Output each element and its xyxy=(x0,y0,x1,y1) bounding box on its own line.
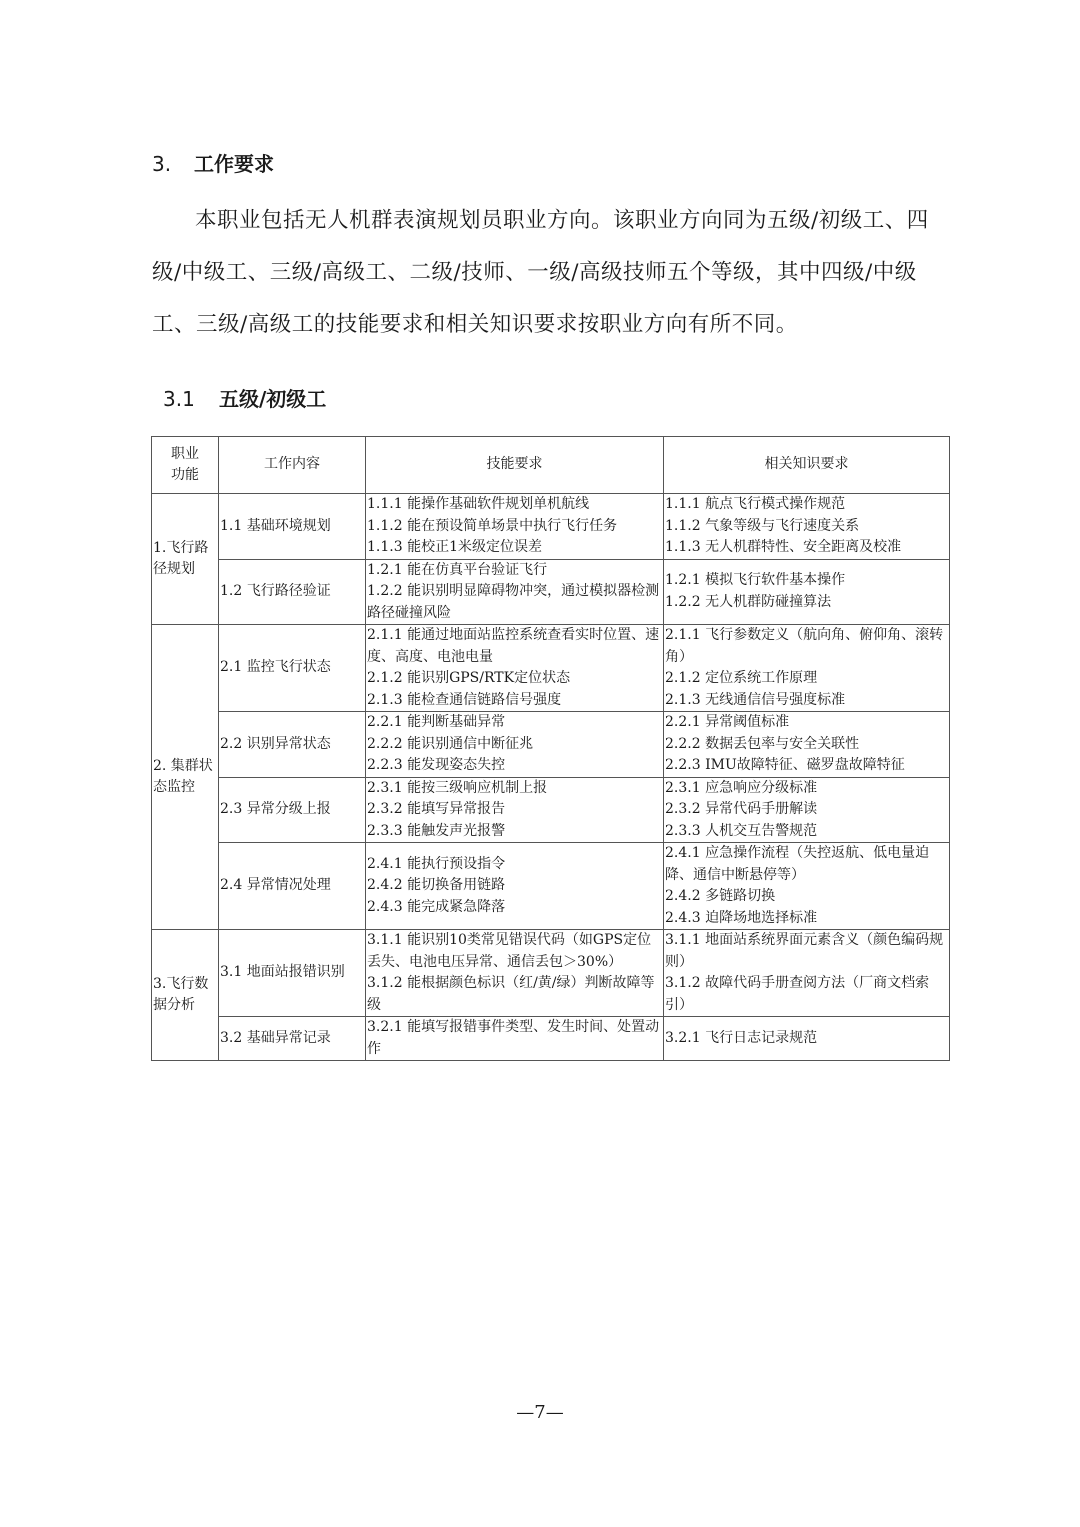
skill-item: 2.3.1 能按三级响应机制上报 xyxy=(367,779,548,796)
knowledge-item: 2.3.2 异常代码手册解读 xyxy=(665,801,818,817)
table-header-row xyxy=(152,437,950,494)
header-function: 职业功能 xyxy=(152,437,219,494)
section-number: 3. xyxy=(152,152,172,176)
knowledge-item: 1.2.1 模拟飞行软件基本操作 xyxy=(665,572,846,589)
skill-item: 1.1.1 能操作基础软件规划单机航线 xyxy=(367,496,590,512)
skill-item: 2.4.2 能切换备用链路 xyxy=(367,877,506,894)
knowledge-cell xyxy=(664,712,950,778)
knowledge-item: 2.1.1 飞行参数定义（航向角、俯仰角、滚转角） xyxy=(665,627,944,665)
skill-cell xyxy=(366,1017,664,1061)
skill-item: 1.2.2 能识别明显障碍物冲突，通过模拟器检测路径碰撞风险 xyxy=(367,583,660,621)
knowledge-item: 2.4.1 应急操作流程（失控返航、低电量迫降、通信中断悬停等） xyxy=(665,845,930,883)
table-row xyxy=(152,1017,950,1061)
knowledge-cell xyxy=(664,777,950,843)
table-row xyxy=(152,930,950,1017)
work-content-cell: 2.3 异常分级上报 xyxy=(219,777,366,843)
work-content-cell: 3.2 基础异常记录 xyxy=(219,1017,366,1061)
header-knowledge-requirements: 相关知识要求 xyxy=(664,437,950,494)
knowledge-item: 2.3.1 应急响应分级标准 xyxy=(665,779,818,796)
skill-item: 2.3.3 能触发声光报警 xyxy=(367,822,506,839)
skill-item: 3.2.1 能填写报错事件类型、发生时间、处置动作 xyxy=(367,1019,660,1057)
section-title: 工作要求 xyxy=(194,152,274,176)
knowledge-item: 1.1.1 航点飞行模式操作规范 xyxy=(665,496,846,512)
knowledge-cell xyxy=(664,494,950,560)
knowledge-cell xyxy=(664,930,950,1017)
knowledge-item: 2.4.3 迫降场地选择标准 xyxy=(665,909,818,926)
knowledge-item: 1.1.3 无人机群特性、安全距离及校准 xyxy=(665,539,902,555)
skill-item: 2.1.1 能通过地面站监控系统查看实时位置、速度、高度、电池电量 xyxy=(367,627,660,665)
knowledge-item: 1.2.2 无人机群防碰撞算法 xyxy=(665,593,832,610)
skill-item: 2.1.3 能检查通信链路信号强度 xyxy=(367,691,562,708)
skill-cell xyxy=(366,712,664,778)
skill-cell xyxy=(366,930,664,1017)
table-row xyxy=(152,625,950,712)
skill-item: 2.4.1 能执行预设指令 xyxy=(367,855,506,872)
work-content-cell: 2.4 异常情况处理 xyxy=(219,843,366,930)
table-row xyxy=(152,559,950,625)
intro-paragraph: 本职业包括无人机群表演规划员职业方向。该职业方向同为五级/初级工、四级/中级工、三级/高级工、二级/技师、一级/高级技师五个等级，其中四级/中级工、三级/高级工的技能要求和相关知识要求按职业方向有所不同。 xyxy=(152,208,929,337)
section-heading xyxy=(152,148,274,177)
skill-item: 3.1.2 能根据颜色标识（红/黄/绿）判断故障等级 xyxy=(367,975,655,1013)
skill-cell xyxy=(366,777,664,843)
knowledge-item: 3.1.2 故障代码手册查阅方法（厂商文档索引） xyxy=(665,975,930,1013)
knowledge-item: 2.2.1 异常阈值标准 xyxy=(665,714,790,730)
table-row xyxy=(152,712,950,778)
skill-cell xyxy=(366,494,664,560)
page-number: —7— xyxy=(516,1402,564,1423)
table-row xyxy=(152,777,950,843)
skill-item: 2.4.3 能完成紧急降落 xyxy=(367,898,506,915)
skill-cell xyxy=(366,625,664,712)
function-cell: 2. 集群状态监控 xyxy=(152,625,219,930)
skill-item: 1.1.2 能在预设简单场景中执行飞行任务 xyxy=(367,517,618,534)
knowledge-cell xyxy=(664,625,950,712)
skill-item: 1.1.3 能校正1米级定位误差 xyxy=(367,539,542,555)
subsection-number: 3.1 xyxy=(163,387,195,411)
knowledge-item: 2.1.2 定位系统工作原理 xyxy=(665,670,818,686)
skills-table xyxy=(151,436,950,1061)
skill-item: 2.1.2 能识别GPS/RTK定位状态 xyxy=(367,670,571,686)
function-cell: 3.飞行数据分析 xyxy=(152,930,219,1061)
function-cell: 1.飞行路径规划 xyxy=(152,494,219,625)
knowledge-item: 2.4.2 多链路切换 xyxy=(665,888,776,904)
knowledge-cell xyxy=(664,1017,950,1061)
skill-item: 1.2.1 能在仿真平台验证飞行 xyxy=(367,561,548,578)
skill-cell xyxy=(366,843,664,930)
work-content-cell: 3.1 地面站报错识别 xyxy=(219,930,366,1017)
skill-item: 2.2.2 能识别通信中断征兆 xyxy=(367,735,534,752)
knowledge-item: 2.2.2 数据丢包率与安全关联性 xyxy=(665,735,860,752)
knowledge-cell xyxy=(664,559,950,625)
skill-item: 2.3.2 能填写异常报告 xyxy=(367,801,506,817)
header-work-content: 工作内容 xyxy=(219,437,366,494)
knowledge-item: 3.1.1 地面站系统界面元素含义（颜色编码规则） xyxy=(665,932,944,970)
skill-item: 2.2.3 能发现姿态失控 xyxy=(367,757,506,773)
knowledge-item: 2.1.3 无线通信信号强度标准 xyxy=(665,691,846,708)
table-row xyxy=(152,494,950,560)
knowledge-item: 1.1.2 气象等级与飞行速度关系 xyxy=(665,517,860,534)
header-skill-requirements: 技能要求 xyxy=(366,437,664,494)
table-row xyxy=(152,843,950,930)
knowledge-cell xyxy=(664,843,950,930)
subsection-title: 五级/初级工 xyxy=(219,387,327,411)
subsection-heading xyxy=(163,383,326,412)
skill-item: 3.1.1 能识别10类常见错误代码（如GPS定位丢失、电池电压异常、通信丢包＞30%） xyxy=(367,932,652,970)
work-content-cell: 1.2 飞行路径验证 xyxy=(219,559,366,625)
work-content-cell: 2.2 识别异常状态 xyxy=(219,712,366,778)
knowledge-item: 2.3.3 人机交互告警规范 xyxy=(665,822,818,839)
knowledge-item: 2.2.3 IMU故障特征、磁罗盘故障特征 xyxy=(665,757,905,773)
skill-item: 2.2.1 能判断基础异常 xyxy=(367,714,506,730)
work-content-cell: 1.1 基础环境规划 xyxy=(219,494,366,560)
knowledge-item: 3.2.1 飞行日志记录规范 xyxy=(665,1029,818,1046)
work-content-cell: 2.1 监控飞行状态 xyxy=(219,625,366,712)
skill-cell xyxy=(366,559,664,625)
